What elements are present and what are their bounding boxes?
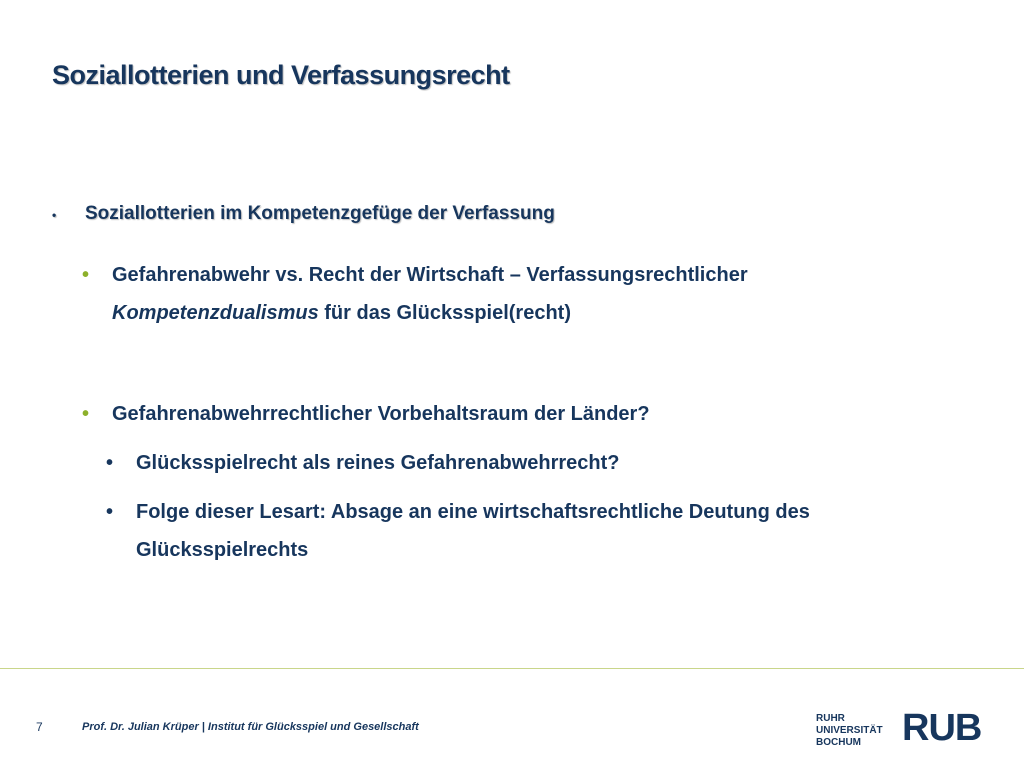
slide-title: Soziallotterien und Verfassungsrecht [52,60,510,90]
bullet-marker: • [106,501,114,523]
footer-divider [0,668,1024,669]
list-item-text [112,256,748,332]
list-item-line: Gefahrenabwehr vs. Recht der Wirtschaft – Verfassungsrechtlicher [112,264,748,286]
main-bullet-text: Soziallotterien im Kompetenzgefüge der Verfassung [85,203,555,224]
emphasis-text: Kompetenzdualismus [112,302,319,324]
list-item-text: Glücksspielrecht als reines Gefahrenabwehrrecht? [136,452,620,474]
bullet-marker: • [52,208,57,222]
list-item-line: Folge dieser Lesart: Absage an eine wirtschaftsrechtliche Deutung des [136,501,810,523]
list-item-text: Gefahrenabwehrrechtlicher Vorbehaltsraum der Länder? [112,403,650,425]
rub-logo: RUB [902,707,982,749]
page-number: 7 [36,720,43,734]
list-item-text [136,493,810,569]
bullet-marker: • [82,403,90,425]
logo-line: BOCHUM [816,737,861,748]
logo-line: UNIVERSITÄT [816,725,883,736]
list-item-line: Glücksspielrechts [136,539,309,561]
bullet-marker: • [106,452,114,474]
bullet-marker: • [82,264,90,286]
footer-author: Prof. Dr. Julian Krüper | Institut für Glücksspiel und Gesellschaft [82,721,419,733]
list-item-line-rest: für das Glücksspiel(recht) [318,302,571,324]
university-logo-text [816,713,883,749]
list-item-line [112,294,748,332]
logo-line: RUHR [816,713,845,724]
